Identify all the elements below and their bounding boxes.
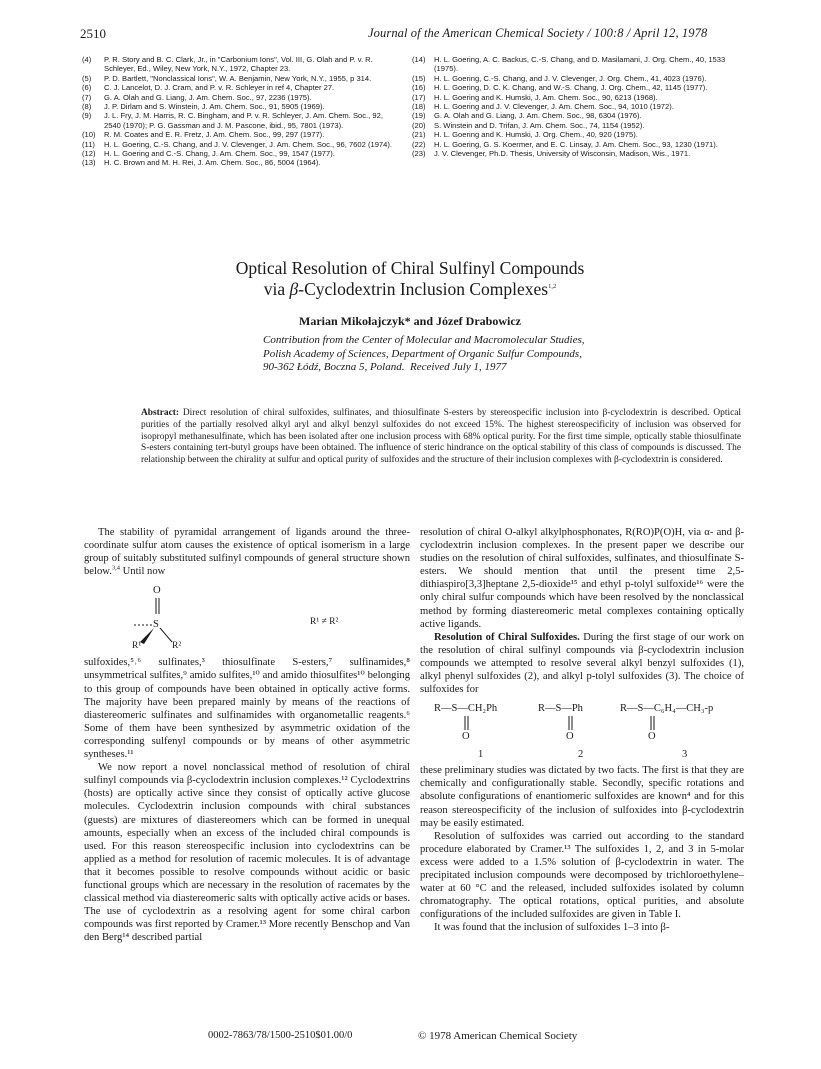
title-line-1: Optical Resolution of Chiral Sulfinyl Compounds <box>235 258 585 278</box>
reference-text: H. C. Brown and M. H. Rei, J. Am. Chem. Soc., 86, 5004 (1964). <box>104 158 321 168</box>
reference-text: H. L. Goering, C.-S. Chang, and J. V. Clevenger, J. Am. Chem. Soc., 96, 7602 (1974). <box>104 139 393 149</box>
references-right-column <box>412 55 742 158</box>
article-code: 0002-7863/78/1500-2510$01.00/0 <box>208 1030 353 1041</box>
reference-item <box>82 111 397 130</box>
abstract-text: Direct resolution of chiral sulfoxides, sulfinates, and thiosulfinate S-esters by stereospecific inclusion into β-cyclodextrin is described. Optical purities of the partially resolved alkyl aryl and alkyl benzyl sulfoxides do not exceed 15%. The highest stereospecificity of inclusion was observed for isopropyl methanesulfinate, which has been isolated after one inclusion process with 68% optical purity. For the first time simple, optically stable thiosulfinate S-esters containing tert-butyl groups have been obtained. The influence of steric hindrance on the optical stability of this class of compounds is discussed. The relationship between the chirality at sulfur and optical purity of sulfoxides and the structure of their inclusion complexes with β-cyclodextrin is considered. <box>141 408 742 466</box>
right-paragraph-3: these preliminary studies was dictated by two facts. The first is that they are chemically and configurationally stable. Secondly, specific rotations and absolute configurations of enantiomeric sulfoxides are known⁴ and for this reason stereospecificity of the inclusion of sulfoxides into β-cyclodextrin may be easily estimated. <box>420 765 744 829</box>
compound-2-number: 2 <box>578 749 584 761</box>
left-p1-text: The stability of pyramidal arrangement of ligands around the three-coordinate sulfur atom causes the existence of optical isomerism in a large group of suitably substituted sulfinyl compounds of general structure shown below. <box>84 527 410 578</box>
reference-number: (20) <box>412 120 426 130</box>
reference-number: (13) <box>82 158 96 168</box>
reference-item <box>412 55 742 74</box>
right-paragraph-4: Resolution of sulfoxides was carried out according to the standard procedure elaborated by Cramer.¹³ The sulfoxides 1, 2, and 3 in 5-molar excess were added to a 1.5% solution of β-cyclodextrin in water. The precipitated inclusion compounds were decomposed by trichloroethylene–water at 60 °C and the released, included sulfoxides isolated by column chromatography. The optical rotations, optical purities, and absolute configurations of the included sulfoxides are given in Table I. <box>420 830 744 921</box>
compound-1-formula: R—S—CH₂Ph <box>434 703 498 715</box>
received-date: Received July 1, 1977 <box>409 361 507 373</box>
affiliation-line-3 <box>263 361 733 375</box>
reference-number: (18) <box>412 102 426 112</box>
reference-item <box>412 102 742 111</box>
reference-number: (8) <box>82 102 92 112</box>
title-rest: -Cyclodextrin Inclusion Complexes <box>298 279 549 299</box>
reference-item <box>412 140 742 149</box>
structure-oxygen: O <box>153 585 161 597</box>
general-structure-figure <box>84 584 410 652</box>
left-paragraph-1 <box>84 526 410 578</box>
reference-text: H. L. Goering and K. Humski, J. Am. Chem. Soc., 90, 6213 (1968). <box>434 92 658 102</box>
page-number: 2510 <box>80 26 106 41</box>
reference-text: J. P. Dirlam and S. Winstein, J. Am. Chem. Soc., 91, 5905 (1969). <box>104 102 325 112</box>
reference-text: H. L. Goering and K. Humski, J. Org. Chem., 40, 920 (1975). <box>434 130 638 140</box>
compounds-figure <box>420 700 744 762</box>
compound-3-oxygen: O <box>648 731 656 743</box>
reference-item <box>82 102 397 111</box>
reference-number: (23) <box>412 149 426 159</box>
reference-text: J. V. Clevenger, Ph.D. Thesis, University of Wisconsin, Madison, Wis., 1971. <box>434 149 691 159</box>
body-left-column <box>84 526 410 944</box>
reference-text: H. L. Goering, G. S. Koermer, and E. C. Linsay, J. Am. Chem. Soc., 93, 1230 (1971). <box>434 139 718 149</box>
compound-1-oxygen: O <box>462 731 470 743</box>
compound-2-formula: R—S—Ph <box>538 703 583 715</box>
affiliation-line-2: Polish Academy of Sciences, Department of Organic Sulfur Compounds, <box>263 347 582 360</box>
structure-r2: R² <box>172 641 182 652</box>
reference-item <box>82 93 397 102</box>
reference-number: (11) <box>82 139 95 149</box>
reference-text: C. J. Lancelot, D. J. Cram, and P. v. R. Schleyer in ref 4, Chapter 27. <box>104 83 335 93</box>
reference-number: (14) <box>412 55 426 64</box>
left-p1-end: Until now <box>119 566 166 578</box>
left-paragraph-2: sulfoxides,⁵˒⁶ sulfinates,³ thiosulfinate S-esters,⁷ sulfinamides,⁸ unsymmetrical sulfites,⁹ amido sulfites,¹⁰ and amido thiosulfites¹⁰ belonging to this group of compounds have been obtained in optically active forms. The majority have been prepared mainly by means of the reactions of diastereomeric sulfinates and sulfinamides with organometallic reagents.⁶ Some of them have been synthesized by asymmetric oxidation of the corresponding sulfenyl compounds or by means of other asymmetric syntheses.¹¹ <box>84 657 410 761</box>
reference-number: (9) <box>82 111 92 121</box>
abstract-label: Abstract: <box>141 408 180 418</box>
structure-sulfur: S <box>153 619 159 631</box>
right-p2-text: During the first stage of our work on the resolution of chiral sulfinyl compounds via β-cyclodextrin inclusion compounds we attempted to resolve several alkyl benzyl sulfoxides (1), alkyl phenyl sulfoxides (2), and alkyl p-tolyl sulfoxides (3). The choice of sulfoxides for <box>420 631 744 696</box>
reference-number: (19) <box>412 111 426 121</box>
section-heading-sulfoxides: Resolution of Chiral Sulfoxides. <box>434 631 580 643</box>
left-paragraph-3: We now report a novel nonclassical method of resolution of chiral sulfinyl compounds via β-cyclodextrin inclusion complexes.¹² Cyclodextrins (hosts) are optically active since they consist of optically active glucose molecules. Cyclodextrin inclusion compounds with chiral substances (guests) are mixtures of diastereomers which can be formed in unequal amounts, especially when an excess of the included chiral compounds is used. For this reason stereospecific inclusion into cyclodextrins can be applied as a method for resolution of racemic molecules. It is of advantage that it becomes possible to resolve compounds without acidic or basic functional groups which are necessary in the resolution of racemates by the classical method via diastereomeric salts with optically active acids or bases. The use of cyclodextrin as a resolving agent for some chiral carbon compounds was first reported by Cramer.¹³ More recently Benschop and Van den Berg¹⁴ described partial <box>84 762 410 944</box>
reference-number: (15) <box>412 73 426 83</box>
authors: Marian Mikołajczyk* and Józef Drabowicz <box>299 314 521 328</box>
reference-item <box>412 149 742 158</box>
reference-item <box>82 158 397 167</box>
reference-item <box>82 130 397 139</box>
structure-condition: R¹ ≠ R² <box>310 617 339 628</box>
affiliation <box>263 334 733 375</box>
reference-text: H. L. Goering, C.-S. Chang, and J. V. Clevenger, J. Org. Chem., 41, 4023 (1976). <box>434 73 707 83</box>
reference-text: R. M. Coates and E. R. Fretz, J. Am. Chem. Soc., 99, 297 (1977). <box>104 130 325 140</box>
title-line-2 <box>150 279 670 300</box>
reference-item <box>412 121 742 130</box>
reference-number: (21) <box>412 130 426 140</box>
compound-3-number: 3 <box>682 749 688 761</box>
reference-text: H. L. Goering, D. C. K. Chang, and W.-S. Chang, J. Org. Chem., 42, 1145 (1977). <box>434 83 708 93</box>
affiliation-line-1: Contribution from the Center of Molecular and Macromolecular Studies, <box>263 334 585 346</box>
reference-text: H. L. Goering and J. V. Clevenger, J. Am. Chem. Soc., 94, 1010 (1972). <box>434 102 674 112</box>
copyright: © 1978 American Chemical Society <box>418 1030 578 1042</box>
right-paragraph-5: It was found that the inclusion of sulfoxides 1–3 into β- <box>434 922 670 934</box>
left-p1-sup: 3,4 <box>111 564 120 572</box>
references-left-column <box>82 55 397 168</box>
reference-number: (17) <box>412 92 426 102</box>
compound-3-formula: R—S—C₆H₄—CH₃-p <box>620 703 714 715</box>
title-beta: β <box>289 279 299 299</box>
title-via: via <box>263 279 290 299</box>
reference-text: H. L. Goering and C.-S. Chang, J. Am. Chem. Soc., 99, 1547 (1977). <box>104 149 335 159</box>
reference-number: (10) <box>82 130 96 140</box>
reference-item <box>82 55 397 74</box>
title-footnote-marks: 1,2 <box>548 283 557 291</box>
compound-2-oxygen: O <box>566 731 574 743</box>
reference-number: (12) <box>82 149 96 159</box>
reference-text: P. D. Bartlett, "Nonclassical Ions", W. A. Benjamin, New York, N.Y., 1955, p 314. <box>104 73 372 83</box>
reference-item <box>82 149 397 158</box>
body-right-column <box>420 526 744 934</box>
reference-number: (4) <box>82 55 92 64</box>
reference-number: (6) <box>82 83 92 93</box>
reference-item <box>82 74 397 83</box>
journal-header: Journal of the American Chemical Society / 100:8 / April 12, 1978 <box>368 26 708 40</box>
reference-text: G. A. Olah and G. Liang, J. Am. Chem. Soc., 97, 2236 (1975). <box>104 92 312 102</box>
reference-number: (5) <box>82 73 92 83</box>
reference-item <box>412 93 742 102</box>
right-paragraph-1: resolution of chiral O-alkyl alkylphosphonates, R(RO)P(O)H, via α- and β-cyclodextrin inclusion complexes. In the present paper we describe our studies on the resolution of chiral sulfoxides, sulfinates, and thiosulfinate S-esters. We should mention that until the present time 2,5-dithiaspiro[3,3]heptane 2,5-dioxide¹⁵ and ethyl p-tolyl sulfoxide¹⁶ were the only chiral sulfur compounds which have been resolved by the nonclassical method by forming diastereomeric metal complexes containing optically active ligands. <box>420 527 744 630</box>
reference-number: (7) <box>82 92 92 102</box>
reference-text: P. R. Story and B. C. Clark, Jr., in "Carbonium Ions", Vol. III, G. Olah and P. v. R. Schleyer, Ed., Wiley, New York, N.Y., 1972, Chapter 23. <box>104 55 373 74</box>
reference-text: H. L. Goering, A. C. Backus, C.-S. Chang, and D. Masilamani, J. Org. Chem., 40, 1533 (1975). <box>434 55 726 74</box>
address: 90-362 Łódź, Boczna 5, Poland. <box>263 361 405 373</box>
compound-1-number: 1 <box>478 749 484 761</box>
abstract <box>141 408 741 467</box>
structure-r1: R¹ <box>132 641 142 652</box>
right-paragraph-2 <box>420 631 744 696</box>
reference-item <box>412 74 742 83</box>
reference-item <box>412 111 742 120</box>
reference-item <box>82 140 397 149</box>
reference-item <box>412 83 742 92</box>
reference-item <box>82 83 397 92</box>
reference-text: S. Winstein and D. Trifan, J. Am. Chem. Soc., 74, 1154 (1952). <box>434 120 645 130</box>
reference-text: J. L. Fry, J. M. Harris, R. C. Bingham, and P. v. R. Schleyer, J. Am. Chem. Soc., 92, 2540 (1970); P. G. Gassman and J. M. Pascone, ibid., 95, 7801 (1973). <box>104 111 383 130</box>
reference-text: G. A. Olah and G. Liang, J. Am. Chem. Soc., 98, 6304 (1976). <box>434 111 642 121</box>
reference-item <box>412 130 742 139</box>
article-title <box>150 258 670 300</box>
reference-number: (16) <box>412 83 426 93</box>
reference-number: (22) <box>412 139 426 149</box>
